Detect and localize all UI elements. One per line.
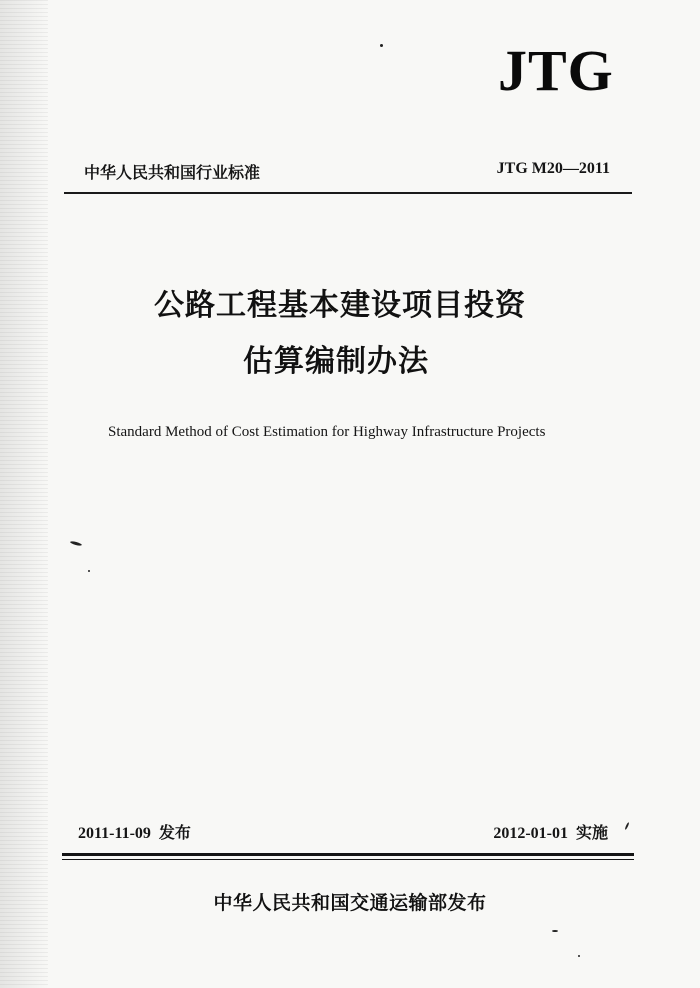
publisher: 中华人民共和国交通运输部发布 <box>213 892 487 914</box>
issue-date-block <box>78 820 191 843</box>
footer-rule-thick <box>62 853 634 856</box>
english-title: Standard Method of Cost Estimation for Highway Infrastructure Projects <box>108 424 546 440</box>
scan-edge-noise <box>0 0 48 988</box>
document-title-line2: 估算编制办法 <box>243 344 429 379</box>
scan-speck <box>380 44 383 47</box>
implementation-date-block <box>493 820 608 843</box>
scan-speck <box>552 930 558 932</box>
scan-speck <box>88 570 90 572</box>
scan-speck <box>624 822 629 830</box>
standard-number: JTG M20—2011 <box>496 160 610 177</box>
implementation-label: 实施 <box>575 823 608 842</box>
implementation-date: 2012-01-01 <box>493 825 568 842</box>
issue-label: 发布 <box>158 823 191 842</box>
footer-rule-thin <box>62 859 634 860</box>
scan-speck <box>578 955 580 957</box>
issue-date: 2011-11-09 <box>78 825 151 842</box>
document-title-line1: 公路工程基本建设项目投资 <box>154 288 526 323</box>
header-rule <box>64 192 632 194</box>
standard-category: 中华人民共和国行业标准 <box>84 163 261 182</box>
jtg-logo: JTG <box>498 38 614 103</box>
scan-speck <box>70 540 82 546</box>
